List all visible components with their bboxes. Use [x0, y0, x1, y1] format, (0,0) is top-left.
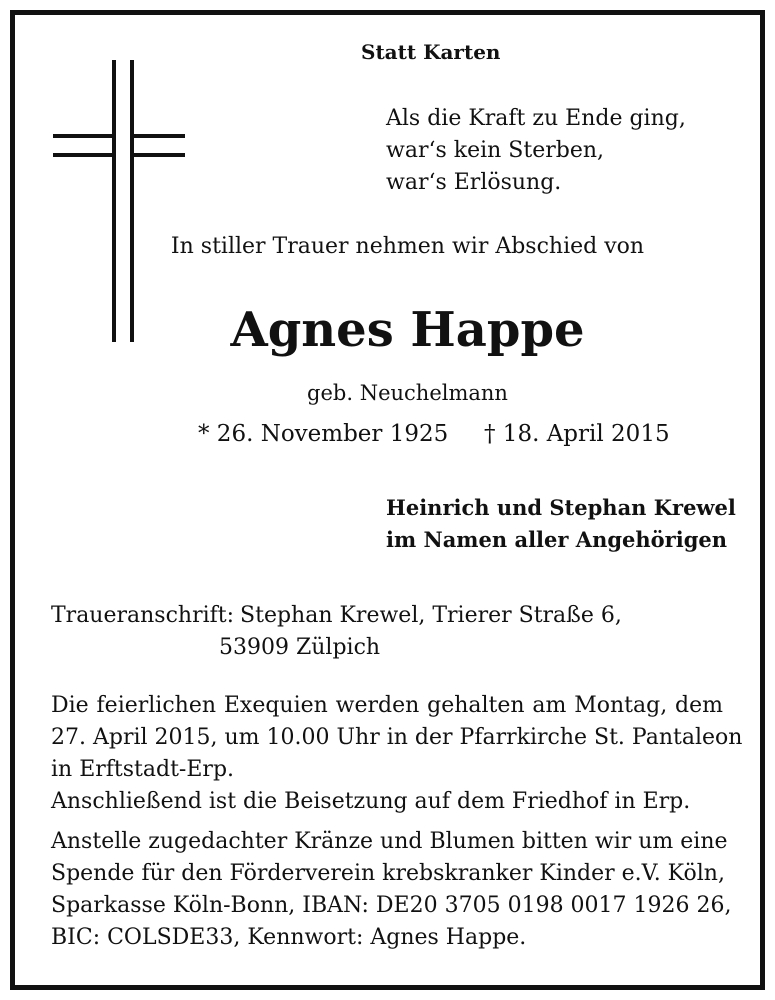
paragraph-line: Spende für den Förderverein krebskranker Kinder e.V. Köln, [51, 861, 725, 886]
cross-icon [45, 50, 185, 342]
beisetzung-paragraph [51, 786, 723, 818]
paragraph-line: 27. April 2015, um 10.00 Uhr in der Pfarrkirche St. Pantaleon [51, 725, 743, 750]
paragraph-line: Anschließend ist die Beisetzung auf dem Friedhof in Erp. [51, 789, 691, 814]
donation-paragraph [51, 826, 732, 954]
poem-line: war‘s kein Sterben, [386, 138, 605, 163]
signer-line: Heinrich und Stephan Krewel [386, 495, 736, 520]
exequien-paragraph [51, 690, 743, 786]
address-line: Stephan Krewel, Trierer Straße 6, [240, 603, 622, 628]
poem [386, 103, 686, 199]
paragraph-line: Anstelle zugedachter Kränze und Blumen bitten wir um eine [51, 829, 728, 854]
poem-line: war‘s Erlösung. [386, 170, 562, 195]
paragraph-line: Sparkasse Köln-Bonn, IBAN: DE20 3705 0198 0017 1926 26, [51, 893, 732, 918]
deceased-name: Agnes Happe [230, 302, 585, 358]
address-label: Traueranschrift: [51, 603, 235, 628]
address-line: 53909 Zülpich [219, 635, 381, 660]
death-date: † 18. April 2015 [484, 421, 670, 447]
birth-date: * 26. November 1925 [198, 421, 449, 447]
signer-line: im Namen aller Angehörigen [386, 527, 728, 552]
intro-text: In stiller Trauer nehmen wir Abschied von [170, 234, 645, 259]
paragraph-line: in Erftstadt-Erp. [51, 757, 235, 782]
life-dates [198, 418, 670, 450]
paragraph-line: BIC: COLSDE33, Kennwort: Agnes Happe. [51, 925, 527, 950]
poem-line: Als die Kraft zu Ende ging, [386, 106, 686, 131]
signers [386, 492, 736, 556]
paragraph-line: Die feierlichen Exequien werden gehalten am Montag, dem [51, 693, 723, 718]
mourning-address [51, 600, 622, 664]
header-statt-karten: Statt Karten [361, 40, 501, 64]
maiden-name: geb. Neuchelmann [307, 381, 508, 405]
